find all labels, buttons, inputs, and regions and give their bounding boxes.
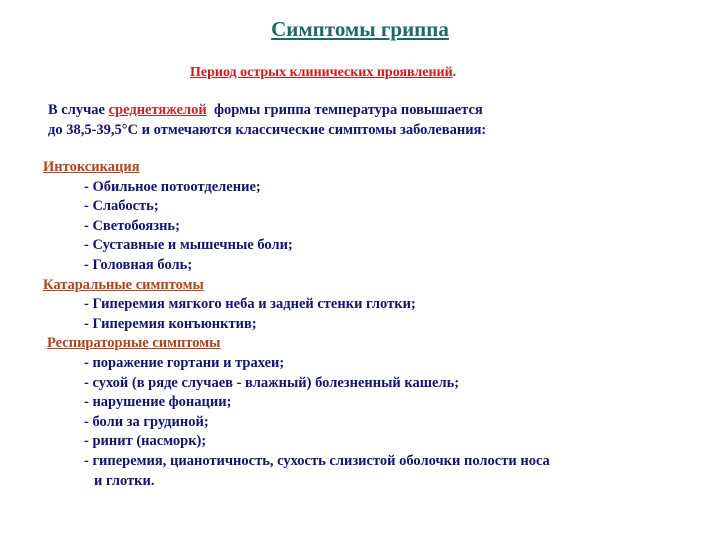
list-item: - нарушение фонации; [84, 394, 232, 411]
list-item: - поражение гортани и трахеи; [84, 354, 285, 371]
subtitle-text: Период острых клинических проявлений [190, 65, 453, 80]
title-text: Симптомы гриппа [271, 17, 449, 41]
intro-after: формы гриппа температура повышается [206, 102, 483, 118]
intro-highlight: среднетяжелой [108, 102, 207, 118]
list-item: - Суставные и мышечные боли; [84, 237, 293, 254]
intro-line-2: до 38,5-39,5°С и отмечаются классические симптомы заболевания: [48, 122, 487, 138]
list-item: - Обильное потоотделение; [84, 178, 261, 195]
list-item: - Головная боль; [84, 256, 193, 273]
list-item: - Слабость; [84, 198, 159, 215]
subtitle [190, 65, 456, 81]
list-item: - сухой (в ряде случаев - влажный) болезненный кашель; [84, 374, 460, 391]
page-title [0, 17, 720, 42]
intro-before: В случае [48, 102, 109, 118]
list-item: - ринит (насморк); [84, 433, 207, 450]
section-heading: Интоксикация [43, 159, 140, 175]
list-item: - Светобоязнь; [84, 217, 180, 234]
list-item: - Гиперемия мягкого неба и задней стенки глотки; [84, 296, 416, 313]
list-item: - боли за грудиной; [84, 413, 209, 430]
list-item: - гиперемия, цианотичность, сухость слизистой оболочки полости носа [84, 452, 550, 469]
intro-line-1 [48, 100, 486, 120]
section-heading: Катаральные симптомы [43, 276, 204, 293]
symptom-list [43, 158, 550, 491]
subtitle-dot: . [452, 65, 457, 80]
section-heading: Респираторные симптомы [47, 335, 221, 352]
list-item: - Гиперемия конъюнктив; [84, 315, 257, 332]
list-item-continuation: и глотки. [94, 472, 155, 489]
intro-paragraph [48, 100, 486, 140]
